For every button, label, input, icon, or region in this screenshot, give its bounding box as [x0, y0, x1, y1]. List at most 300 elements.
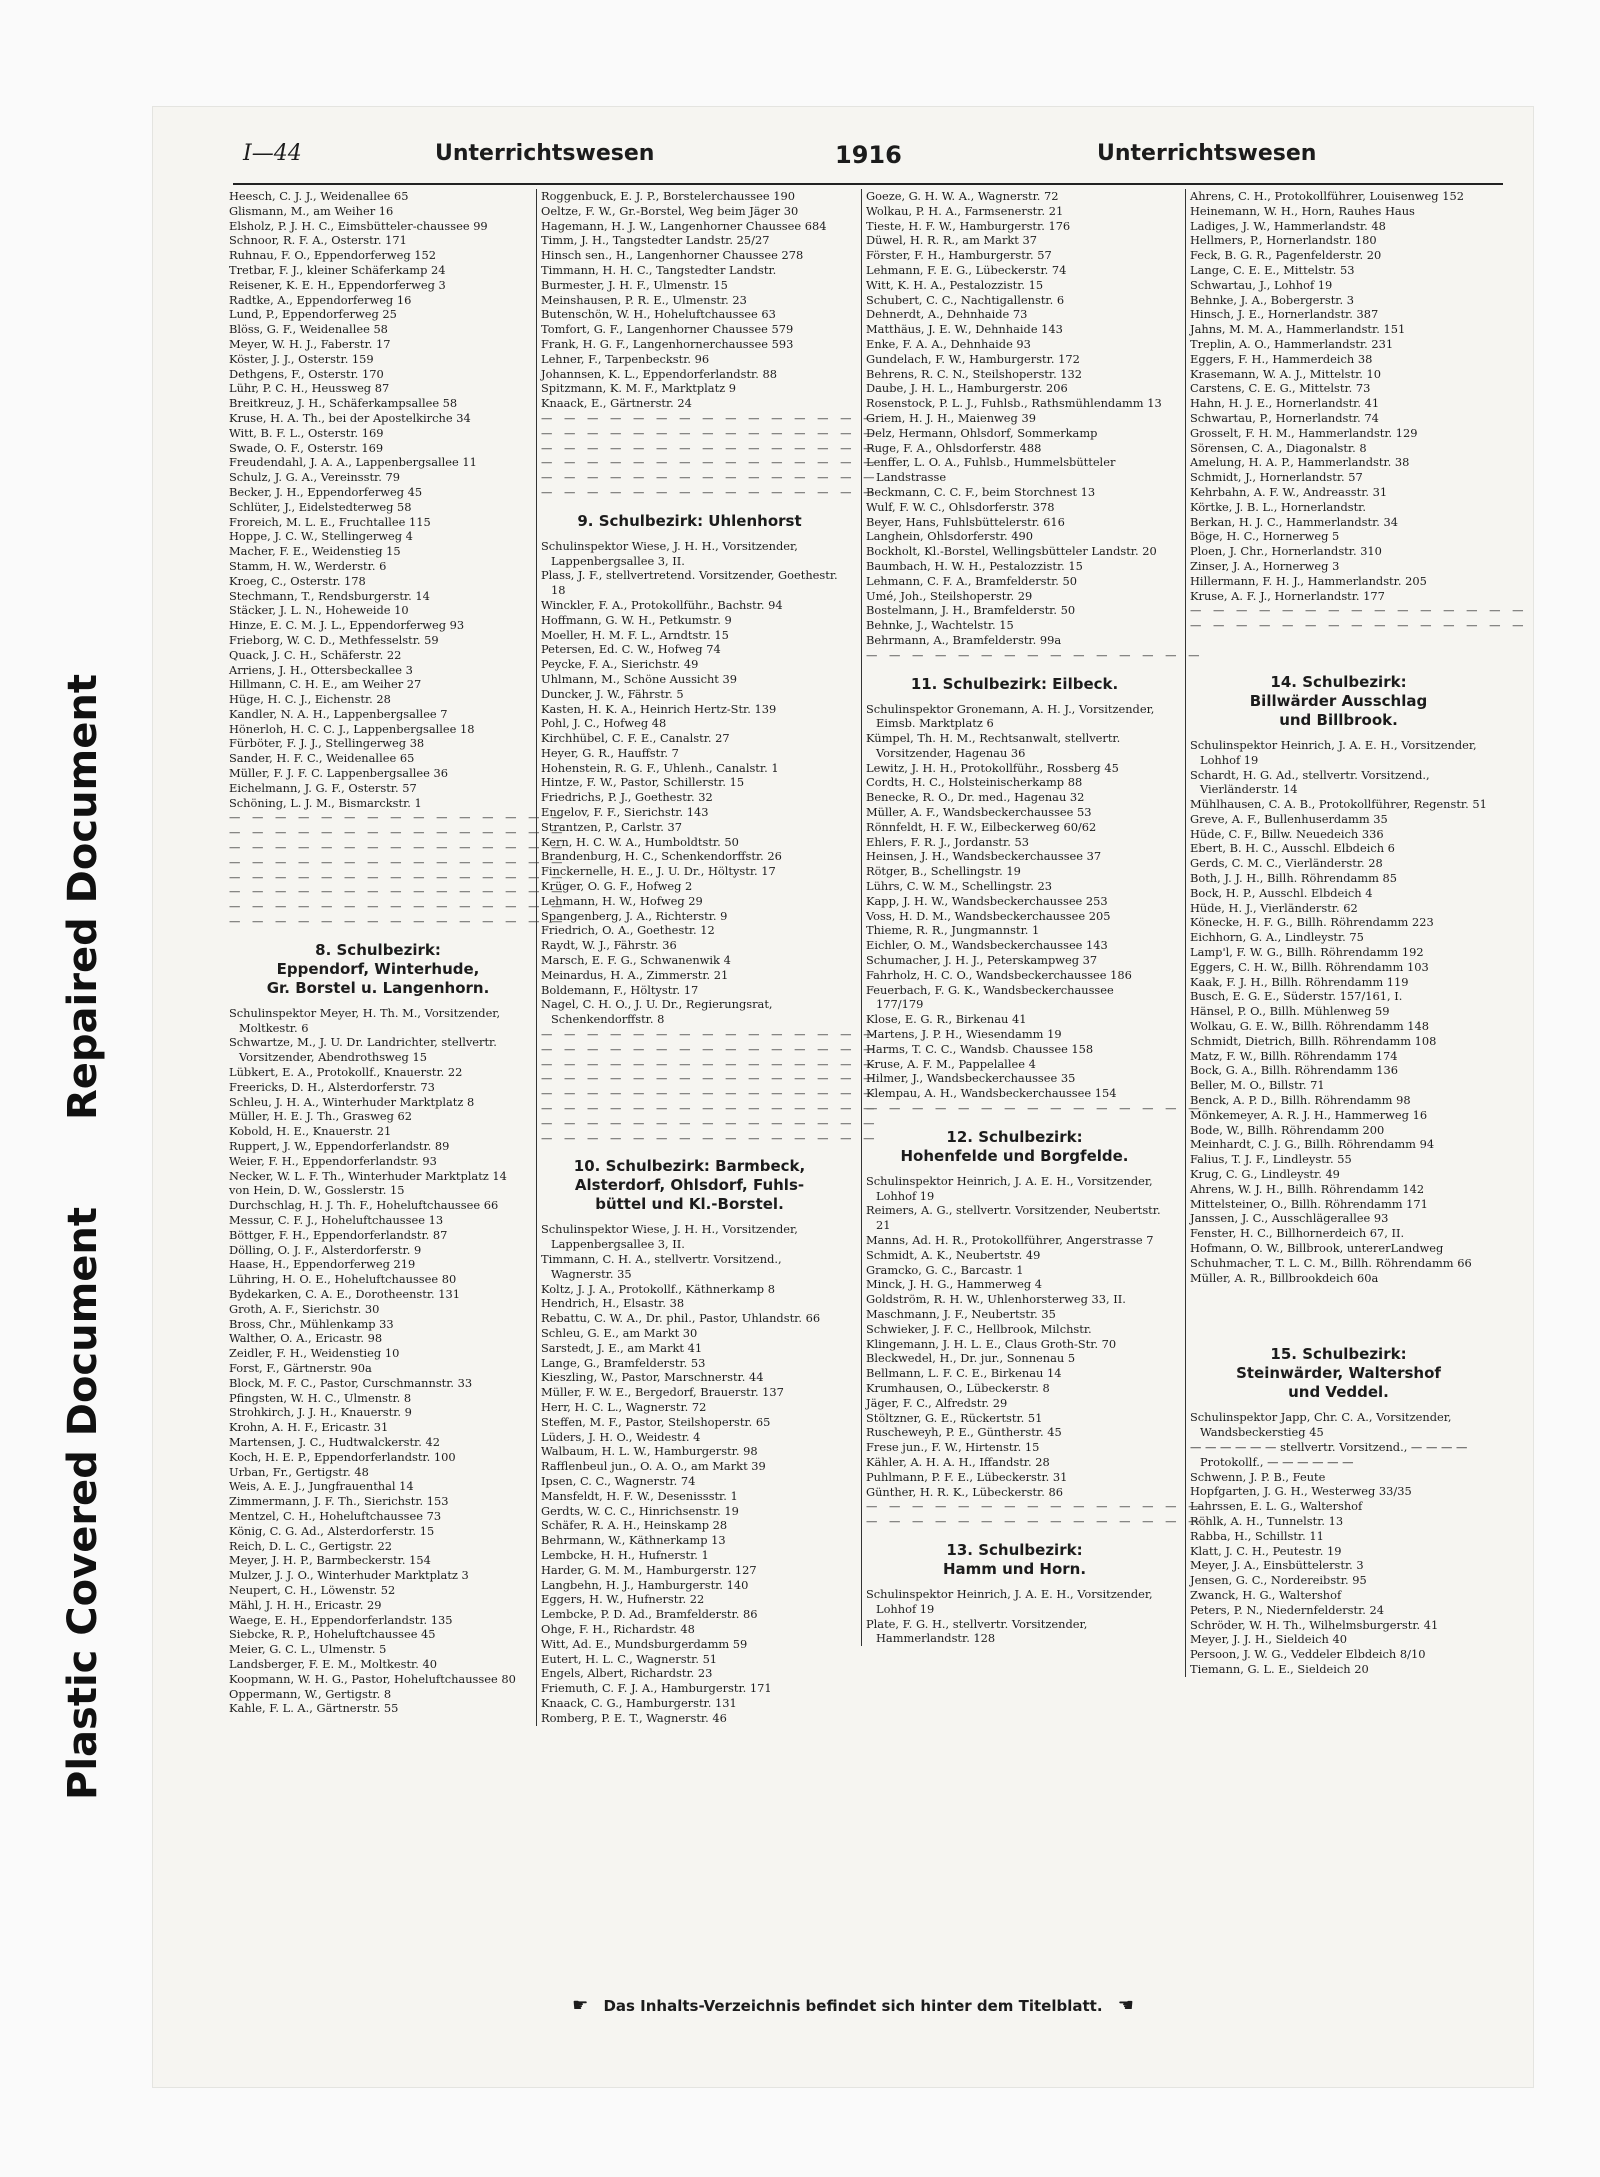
list-item: Kähler, A. H. A. H., Iffandstr. 28: [866, 1454, 1050, 1469]
section-heading-10: [541, 1157, 838, 1214]
list-item: Hoffmann, G. W. H., Petkumstr. 9: [541, 612, 732, 627]
list-item: Tretbar, F. J., kleiner Schäferkamp 24: [229, 262, 446, 277]
pointing-hand-right-icon: ☛: [572, 1995, 589, 2016]
list-item: Knaack, E., Gärtnerstr. 24: [541, 396, 692, 411]
dash-rows: [541, 410, 879, 500]
list-item: Ebert, B. H. C., Ausschl. Elbdeich 6: [1190, 841, 1395, 856]
section-heading-line: 11. Schulbezirk: Eilbeck.: [910, 674, 1119, 693]
entry-list: [866, 1587, 1163, 1646]
dash-rows: [866, 647, 1204, 663]
list-item: Frieborg, W. C. D., Methfesselstr. 59: [229, 632, 439, 647]
section-heading-line: 8. Schulbezirk:: [315, 940, 441, 959]
list-item: Lühring, H. O. E., Hoheluftchaussee 80: [229, 1272, 457, 1287]
list-item: Durchschlag, H. J. Th. F., Hoheluftchaussee 66: [229, 1198, 499, 1213]
list-item: Meyer, J. H. P., Barmbeckerstr. 154: [229, 1553, 431, 1568]
list-item: Froreich, M. L. E., Fruchtallee 115: [229, 514, 431, 529]
column-1: [225, 189, 567, 1716]
list-item: Klatt, J. C. H., Peutestr. 19: [1190, 1543, 1342, 1558]
list-item: Ahrens, W. J. H., Billh. Röhrendamm 142: [1190, 1181, 1425, 1196]
list-item: Schulinspektor Meyer, H. Th. M., Vorsitzender, Moltkestr. 6: [229, 1005, 501, 1035]
list-item: Plate, F. G. H., stellvertr. Vorsitzender, Hammerlandstr. 128: [866, 1616, 1088, 1646]
section-heading-8: [229, 941, 527, 998]
list-item: Lüders, J. H. O., Weidestr. 4: [541, 1429, 701, 1444]
list-item: Behrmann, A., Bramfelderstr. 99a: [866, 632, 1062, 647]
list-item: Hinsch, J. E., Hornerlandstr. 387: [1190, 307, 1379, 322]
list-item: Spangenberg, J. A., Richterstr. 9: [541, 908, 728, 923]
list-item: Heyer, G. R., Hauffstr. 7: [541, 745, 679, 760]
section-heading-line: und Billbrook.: [1279, 710, 1398, 729]
list-item: Meyer, J. J. H., Sieldeich 40: [1190, 1632, 1347, 1647]
list-item: Witt, Ad. E., Mundsburgerdamm 59: [541, 1636, 748, 1651]
list-item: Schwartau, J., Lohhof 19: [1190, 277, 1333, 292]
list-item: König, C. G. Ad., Alsterdorferstr. 15: [229, 1523, 435, 1538]
list-item: Schleu, J. H. A., Winterhuder Marktplatz 8: [229, 1094, 475, 1109]
list-item: Schulinspektor Wiese, J. H. H., Vorsitzender, Lappenbergsallee 3, II.: [541, 1222, 798, 1252]
dash-row: — — — — — — — — — — — — — — —: [866, 1101, 1204, 1116]
list-item: Meinshausen, P. R. E., Ulmenstr. 23: [541, 292, 747, 307]
list-item: Kruse, H. A. Th., bei der Apostelkirche 34: [229, 410, 471, 425]
list-item: Bode, W., Billh. Röhrendamm 200: [1190, 1122, 1385, 1137]
list-item: Lahrssen, E. L. G., Waltershof: [1190, 1499, 1363, 1514]
list-item: Tomfort, G. F., Langenhorner Chaussee 579: [541, 322, 794, 337]
list-item: Zeidler, F. H., Weidenstieg 10: [229, 1346, 400, 1361]
list-item: Oeltze, F. W., Gr.-Borstel, Weg beim Jäger 30: [541, 203, 799, 218]
list-item: Tiemann, G. L. E., Sieldeich 20: [1190, 1661, 1369, 1676]
dash-row: — — — — — — — — — — — — — — —: [229, 899, 567, 914]
list-item: Zinser, J. A., Hornerweg 3: [1190, 558, 1340, 573]
entry-list: [541, 539, 838, 1027]
list-item: Beller, M. O., Billstr. 71: [1190, 1078, 1325, 1093]
list-item: Boldemann, F., Höltystr. 17: [541, 982, 699, 997]
list-item: Goeze, G. H. W. A., Wagnerstr. 72: [866, 189, 1059, 203]
list-item: Swade, O. F., Osterstr. 169: [229, 440, 384, 455]
list-item: Hofmann, O. W., Billbrook, untererLandweg: [1190, 1241, 1444, 1255]
dash-rows: [866, 1101, 1204, 1116]
list-item: Grosselt, F. H. M., Hammerlandstr. 129: [1190, 425, 1418, 440]
list-item: Tieste, H. F. W., Hamburgerstr. 176: [866, 218, 1071, 233]
list-item: Lange, G., Bramfelderstr. 53: [541, 1355, 706, 1370]
list-item: Messur, C. F. J., Hoheluftchaussee 13: [229, 1213, 444, 1227]
dash-row: — — — — — — — — — — — — — — —: [866, 647, 1204, 662]
list-item: Hillmann, C. H. E., am Weiher 27: [229, 677, 422, 692]
list-item: Daube, J. H. L., Hamburgerstr. 206: [866, 381, 1068, 396]
list-item: Zimmermann, J. F. Th., Sierichstr. 153: [229, 1494, 449, 1509]
list-item: Blöss, G. F., Weidenallee 58: [229, 322, 388, 337]
list-item: Ohge, F. H., Richardstr. 48: [541, 1621, 695, 1636]
list-item: Behrmann, W., Käthnerkamp 13: [541, 1533, 726, 1548]
list-item: Eutert, H. L. C., Wagnerstr. 51: [541, 1651, 718, 1666]
list-item: Waege, E. H., Eppendorferlandstr. 135: [229, 1612, 453, 1627]
list-item: Düwel, H. R. R., am Markt 37: [866, 233, 1037, 248]
list-item: Steffen, M. F., Pastor, Steilshoperstr. 65: [541, 1414, 771, 1429]
list-item: Lehmann, F. E. G., Lübeckerstr. 74: [866, 262, 1067, 277]
list-item: Witt, K. H. A., Pestalozzistr. 15: [866, 277, 1044, 292]
list-item: Griem, H. J. H., Maienweg 39: [866, 410, 1036, 425]
list-item: Duncker, J. W., Fährstr. 5: [541, 686, 684, 701]
columns: [225, 189, 1528, 1989]
dash-row: — — — — — — — — — — — — — — —: [541, 1071, 879, 1086]
list-item: Kehrbahn, A. F. W., Andreasstr. 31: [1190, 484, 1388, 499]
list-item: Ruge, F. A., Ohlsdorferstr. 488: [866, 440, 1042, 455]
list-item: Gerdts, W. C. C., Hinrichsenstr. 19: [541, 1503, 739, 1518]
list-item: Breitkreuz, J. H., Schäferkampsallee 58: [229, 396, 458, 411]
document-page: [152, 106, 1534, 2088]
list-item: Meyer, W. H. J., Faberstr. 17: [229, 336, 391, 351]
list-item: Kruse, A. F. M., Pappelallee 4: [866, 1056, 1036, 1071]
list-item: Friedrichs, P. J., Goethestr. 32: [541, 790, 713, 805]
entry-list: [541, 1222, 838, 1725]
section-heading-line: 15. Schulbezirk:: [1270, 1345, 1407, 1364]
list-item: Wolkau, G. E. W., Billh. Röhrendamm 148: [1190, 1019, 1429, 1034]
dash-row: — — — — — — — — — — — — — — —: [541, 1130, 879, 1145]
list-item: Müller, A. F., Wandsbeckerchaussee 53: [866, 805, 1092, 820]
list-item: Schwenn, J. P. B., Feute: [1190, 1469, 1326, 1484]
list-item: Macher, F. E., Weidenstieg 15: [229, 544, 401, 559]
list-item: Förster, F. H., Hamburgerstr. 57: [866, 248, 1052, 263]
list-item: Zwanck, H. G., Waltershof: [1190, 1587, 1342, 1602]
dash-row: — — — — — — — — — — — — — — —: [229, 884, 567, 899]
list-item: Timmann, C. H. A., stellvertr. Vorsitzend., Wagnerstr. 35: [541, 1252, 782, 1281]
list-item: Groth, A. F., Sierichstr. 30: [229, 1301, 380, 1316]
list-item: Schmidt, Dietrich, Billh. Röhrendamm 108: [1190, 1033, 1437, 1048]
list-item: Mentzel, C. H., Hoheluftchaussee 73: [229, 1508, 442, 1523]
list-item: Falius, T. J. F., Lindleystr. 55: [1190, 1152, 1352, 1167]
dash-row: — — — — — — — — — — — — — — —: [229, 914, 567, 929]
list-item: Walther, O. A., Ericastr. 98: [229, 1331, 383, 1346]
list-item: Pfingsten, W. H. C., Ulmenstr. 8: [229, 1390, 412, 1405]
list-item: Schnoor, R. F. A., Osterstr. 171: [229, 233, 407, 248]
list-item: Böttger, F. H., Eppendorferlandstr. 87: [229, 1227, 448, 1242]
repaired-document-banner: Repaired Document: [60, 674, 106, 1120]
list-item: Roggenbuck, E. J. P., Borstelerchaussee 190: [541, 189, 795, 203]
list-item: Rabba, H., Schillstr. 11: [1190, 1528, 1324, 1543]
pointing-hand-left-icon: ☚: [1117, 1995, 1134, 2016]
list-item: Krug, C. G., Lindleystr. 49: [1190, 1167, 1340, 1182]
list-item: Schlüter, J., Eidelstedterweg 58: [229, 499, 412, 514]
section-heading-line: 13. Schulbezirk:: [946, 1540, 1083, 1559]
list-item: Kern, H. C. W. A., Humboldtstr. 50: [541, 834, 739, 849]
list-item: Hellmers, P., Hornerlandstr. 180: [1190, 233, 1377, 248]
dash-row: — — — — — — — — — — — — — — —: [541, 1115, 879, 1130]
section-heading-line: Hohenfelde und Borgfelde.: [900, 1146, 1129, 1165]
list-item: Könecke, H. F. G., Billh. Röhrendamm 223: [1190, 915, 1434, 930]
list-item: Hohenstein, R. G. F., Uhlenh., Canalstr. 1: [541, 760, 779, 775]
list-item: Bock, H. P., Ausschl. Elbdeich 4: [1190, 885, 1373, 900]
list-item: Stechmann, T., Rendsburgerstr. 14: [229, 588, 430, 603]
list-item: Busch, E. G. E., Süderstr. 157/161, I.: [1190, 989, 1403, 1004]
list-item: Freericks, D. H., Alsterdorferstr. 73: [229, 1079, 435, 1094]
list-item: Köster, J. J., Osterstr. 159: [229, 351, 374, 366]
list-item: Necker, W. L. F. Th., Winterhuder Marktplatz 14: [229, 1168, 507, 1183]
list-item: Harder, G. M. M., Hamburgerstr. 127: [541, 1562, 757, 1577]
list-item: Lange, C. E. E., Mittelstr. 53: [1190, 262, 1355, 277]
list-item: Weis, A. E. J., Jungfrauenthal 14: [229, 1479, 414, 1494]
list-item: Krumhausen, O., Lübeckerstr. 8: [866, 1380, 1050, 1395]
entry-list: [541, 189, 838, 411]
list-item: Schröder, W. H. Th., Wilhelmsburgerstr. 41: [1190, 1617, 1439, 1632]
list-item: Both, J. J. H., Billh. Röhrendamm 85: [1190, 871, 1397, 886]
section-heading-12: [866, 1128, 1163, 1166]
list-item: Bockholt, Kl.-Borstel, Wellingsbütteler Landstr. 20: [866, 544, 1157, 559]
list-item: Wulf, F. W. C., Ohlsdorferstr. 378: [866, 499, 1055, 514]
list-item: Herr, H. C. L., Wagnerstr. 72: [541, 1399, 707, 1414]
list-item: Schumacher, J. H. J., Peterskampweg 37: [866, 953, 1098, 968]
list-item: Fenster, H. C., Billhornerdeich 67, II.: [1190, 1226, 1405, 1241]
entry-list: [229, 1006, 527, 1716]
section-heading-15: [1190, 1345, 1487, 1402]
list-item: Böge, H. C., Hornerweg 5: [1190, 529, 1340, 544]
list-item: Lewitz, J. H. H., Protokollführ., Rossberg 45: [866, 760, 1119, 775]
list-item: Schulinspektor Heinrich, J. A. E. H., Vorsitzender, Lohhof 19: [1190, 737, 1477, 767]
list-item: Stöltzner, G. E., Rückertstr. 51: [866, 1410, 1043, 1425]
list-item: Manns, Ad. H. R., Protokollführer, Angerstrasse 7: [866, 1233, 1154, 1247]
list-item: Weier, F. H., Eppendorferlandstr. 93: [229, 1153, 437, 1168]
list-item: Krohn, A. H. F., Ericastr. 31: [229, 1420, 389, 1435]
list-item: Landsberger, F. E. M., Moltkestr. 40: [229, 1656, 437, 1671]
list-item: Klingemann, J. H. L. E., Claus Groth-Str. 70: [866, 1336, 1117, 1351]
list-item: Lührs, C. W. M., Schellingstr. 23: [866, 879, 1052, 894]
section-heading-line: 9. Schulbezirk: Uhlenhorst: [577, 511, 802, 530]
entry-list: [1190, 738, 1487, 1285]
list-item: Heinsen, J. H., Wandsbeckerchaussee 37: [866, 849, 1102, 864]
list-item: Gramcko, G. C., Barcastr. 1: [866, 1262, 1024, 1277]
column-4: [1185, 189, 1528, 1677]
list-item: Benecke, R. O., Dr. med., Hagenau 32: [866, 790, 1085, 805]
dash-row: — — — — — — — — — — — — — — —: [866, 1514, 1204, 1529]
list-item: Fürböter, F. J. J., Stellingerweg 38: [229, 736, 425, 751]
dash-rows: [866, 1499, 1204, 1529]
list-item: Günther, H. R. K., Lübeckerstr. 86: [866, 1484, 1063, 1499]
list-item: Ahrens, C. H., Protokollführer, Louisenweg 152: [1190, 189, 1464, 203]
list-item: Langbehn, H. J., Hamburgerstr. 140: [541, 1577, 749, 1592]
list-item: Rönnfeldt, H. F. W., Eilbeckerweg 60/62: [866, 819, 1097, 834]
list-item: Persoon, J. W. G., Veddeler Elbdeich 8/10: [1190, 1647, 1426, 1662]
list-item: Treplin, A. O., Hammerlandstr. 231: [1190, 336, 1394, 351]
list-item: Hendrich, H., Elsastr. 38: [541, 1296, 685, 1311]
list-item: Rosenstock, P. L. J., Fuhlsb., Rathsmühlendamm 13: [866, 396, 1162, 411]
list-item: Müller, F. W. E., Bergedorf, Brauerstr. 137: [541, 1385, 784, 1400]
list-item: Plass, J. F., stellvertretend. Vorsitzender, Goethestr. 18: [541, 568, 838, 598]
list-item: Müller, H. E. J. Th., Grasweg 62: [229, 1109, 412, 1124]
list-item: von Hein, D. W., Gosslerstr. 15: [229, 1183, 405, 1198]
list-item: Minck, J. H. G., Hammerweg 4: [866, 1277, 1042, 1292]
page-header: [153, 141, 1533, 181]
list-item: Kieszling, W., Pastor, Marschnerstr. 44: [541, 1370, 764, 1385]
list-item: Fahrholz, H. C. O., Wandsbeckerchaussee 186: [866, 967, 1132, 982]
list-item: Schmidt, J., Hornerlandstr. 57: [1190, 470, 1363, 485]
list-item: Behnke, J. A., Bobergerstr. 3: [1190, 292, 1354, 307]
list-item: Gundelach, F. W., Hamburgerstr. 172: [866, 351, 1080, 366]
list-item: Ehlers, F. R. J., Jordanstr. 53: [866, 834, 1029, 849]
list-item: Winckler, F. A., Protokollführ., Bachstr. 94: [541, 597, 783, 612]
list-item: Ladiges, J. W., Hammerlandstr. 48: [1190, 218, 1386, 233]
list-item: Siebcke, R. P., Hoheluftchaussee 45: [229, 1627, 436, 1642]
list-item: Lühr, P. C. H., Heussweg 87: [229, 381, 390, 396]
list-item: Schöning, L. J. M., Bismarckstr. 1: [229, 795, 422, 810]
list-item: Peycke, F. A., Sierichstr. 49: [541, 657, 699, 672]
list-item: Hüde, H. J., Vierländerstr. 62: [1190, 900, 1358, 915]
list-item: Radtke, A., Eppendorferweg 16: [229, 292, 412, 307]
list-item: Eichhorn, G. A., Lindleystr. 75: [1190, 930, 1364, 945]
list-item: Peters, P. N., Niedernfelderstr. 24: [1190, 1602, 1385, 1617]
list-item: Lehner, F., Tarpenbeckstr. 96: [541, 351, 710, 366]
list-item: Ruhnau, F. O., Eppendorferweg 152: [229, 248, 436, 263]
section-heading-9: [541, 512, 838, 531]
list-item: Kaak, F. J. H., Billh. Röhrendamm 119: [1190, 974, 1409, 989]
list-item: Kirchhübel, C. F. E., Canalstr. 27: [541, 731, 730, 746]
list-item: Hinze, E. C. M. J. L., Eppendorferweg 93: [229, 618, 465, 633]
list-item: Harms, T. C. C., Wandsb. Chaussee 158: [866, 1041, 1094, 1056]
section-heading-line: Hamm und Horn.: [942, 1559, 1087, 1578]
list-item: Koopmann, W. H. G., Pastor, Hoheluftchaussee 80: [229, 1671, 516, 1686]
list-item: Schmidt, A. K., Neubertstr. 49: [866, 1247, 1041, 1262]
list-item: Hahn, H. J. E., Hornerlandstr. 41: [1190, 396, 1380, 411]
list-item: Feck, B. G. R., Pagenfelderstr. 20: [1190, 248, 1382, 263]
list-item: Krasemann, W. A. J., Mittelstr. 10: [1190, 366, 1382, 381]
entry-list: [866, 189, 1163, 648]
side-banners: [30, 620, 110, 1820]
list-item: Dölling, O. J. F., Alsterdorferstr. 9: [229, 1242, 422, 1257]
list-item: Schwartze, M., J. U. Dr. Landrichter, stellvertr. Vorsitzender, Abendrothsweg 15: [229, 1035, 497, 1065]
list-item: Schulinspektor Japp, Chr. C. A., Vorsitzender, Wandsbeckerstieg 45: [1190, 1410, 1452, 1440]
dash-rows: [541, 1027, 879, 1145]
running-head-left: Unterrichtswesen: [435, 141, 655, 166]
list-item: Körtke, J. B. L., Hornerlandstr.: [1190, 499, 1366, 514]
list-item: Martensen, J. C., Hudtwalckerstr. 42: [229, 1434, 440, 1449]
list-item: Kruse, A. F. J., Hornerlandstr. 177: [1190, 588, 1385, 603]
entry-list: [1190, 1410, 1487, 1676]
list-item: Petersen, Ed. C. W., Hofweg 74: [541, 642, 721, 657]
section-heading-13: [866, 1541, 1163, 1579]
list-item: Forst, F., Gärtnerstr. 90a: [229, 1360, 372, 1375]
list-item: Hintze, F. W., Pastor, Schillerstr. 15: [541, 775, 745, 790]
list-item: Behnke, J., Wachtelstr. 15: [866, 618, 1014, 633]
section-heading-line: Alsterdorf, Ohlsdorf, Fuhls-: [574, 1176, 805, 1195]
list-item: Schubert, C. C., Nachtigallenstr. 6: [866, 292, 1065, 307]
section-heading-line: Steinwärder, Waltershof: [1236, 1364, 1441, 1383]
list-item: Bydekarken, C. A. E., Dorotheenstr. 131: [229, 1286, 461, 1301]
list-item: Matthäus, J. E. W., Dehnhaide 143: [866, 322, 1063, 337]
list-item: Schulinspektor Gronemann, A. H. J., Vorsitzender, Eimsb. Marktplatz 6: [866, 701, 1155, 731]
list-item: Meinardus, H. A., Zimmerstr. 21: [541, 967, 729, 982]
list-item: Jahns, M. M. A., Hammerlandstr. 151: [1190, 322, 1406, 337]
list-item: Bostelmann, J. H., Bramfelderstr. 50: [866, 603, 1076, 618]
list-item: Timm, J. H., Tangstedter Landstr. 25/27: [541, 233, 770, 248]
list-item: Timmann, H. H. C., Tangstedter Landstr.: [541, 262, 777, 277]
list-item: Mühlhausen, C. A. B., Protokollführer, Regenstr. 51: [1190, 797, 1487, 812]
dash-rows: [229, 810, 567, 929]
list-item: Frese jun., F. W., Hirtenstr. 15: [866, 1440, 1040, 1455]
list-item: Lamp'l, F. W. G., Billh. Röhrendamm 192: [1190, 945, 1424, 960]
list-item: Bellmann, L. F. C. E., Birkenau 14: [866, 1366, 1062, 1381]
list-item: Ipsen, C. C., Wagnerstr. 74: [541, 1473, 696, 1488]
section-heading-line: und Veddel.: [1288, 1383, 1389, 1402]
list-item: Meyer, J. A., Einsbüttelerstr. 3: [1190, 1558, 1364, 1573]
list-item: Kahle, F. L. A., Gärtnerstr. 55: [229, 1701, 399, 1716]
list-item: Engels, Albert, Richardstr. 23: [541, 1666, 713, 1681]
section-heading-line: 14. Schulbezirk:: [1270, 672, 1407, 691]
list-item: Schulinspektor Wiese, J. H. H., Vorsitzender, Lappenbergsallee 3, II.: [541, 538, 798, 568]
list-item: Neupert, C. H., Löwenstr. 52: [229, 1582, 396, 1597]
list-item: Dethgens, F., Osterstr. 170: [229, 366, 384, 381]
list-item: Reimers, A. G., stellvertr. Vorsitzender, Neubertstr. 21: [866, 1203, 1161, 1233]
list-item: Umé, Joh., Steilshoperstr. 29: [866, 588, 1033, 603]
list-item: Oppermann, W., Gertigstr. 8: [229, 1686, 392, 1701]
dash-row: — — — — — — — — — — — — — — —: [866, 1499, 1204, 1514]
list-item: Hänsel, P. O., Billh. Mühlenweg 59: [1190, 1004, 1390, 1019]
section-heading-14: [1190, 673, 1487, 730]
list-item: Haase, H., Eppendorferweg 219: [229, 1257, 416, 1272]
list-item: Stamm, H. W., Werderstr. 6: [229, 558, 387, 573]
list-item: Heinemann, W. H., Horn, Rauhes Haus: [1190, 203, 1415, 218]
dash-row: — — — — — — — — — — — — — — —: [229, 854, 567, 869]
list-item: Butenschön, W. H., Hoheluftchaussee 63: [541, 307, 776, 322]
list-item: Brandenburg, H. C., Schenkendorffstr. 26: [541, 849, 782, 864]
dash-row: — — — — — — — — — — — — — — —: [229, 869, 567, 884]
list-item: Eichelmann, J. G. F., Osterstr. 57: [229, 780, 417, 795]
section-heading-line: Eppendorf, Winterhude,: [276, 959, 480, 978]
list-item: Delz, Hermann, Ohlsdorf, Sommerkamp: [866, 425, 1098, 440]
list-item: Sörensen, C. A., Diagonalstr. 8: [1190, 440, 1367, 455]
list-item: Mansfeldt, H. F. W., Desenissstr. 1: [541, 1488, 738, 1503]
dash-row: — — — — — — — — — — — — — — —: [541, 455, 879, 470]
list-item: Schwieker, J. F. C., Hellbrook, Milchstr.: [866, 1321, 1092, 1336]
list-item: Mönkemeyer, A. R. J. H., Hammerweg 16: [1190, 1107, 1428, 1122]
list-item: Raydt, W. J., Fährstr. 36: [541, 938, 677, 953]
list-item: Koch, H. E. P., Eppendorferlandstr. 100: [229, 1449, 456, 1464]
list-item: Lembcke, H. H., Hufnerstr. 1: [541, 1547, 709, 1562]
list-item: Hönerloh, H. C. C. J., Lappenbergsallee 18: [229, 721, 475, 736]
list-item: Hoppe, J. C. W., Stellingerweg 4: [229, 529, 413, 544]
list-item: Bock, G. A., Billh. Röhrendamm 136: [1190, 1063, 1398, 1078]
list-item: Friedrich, O. A., Goethestr. 12: [541, 923, 715, 938]
section-heading-line: Gr. Borstel u. Langenhorn.: [266, 978, 490, 997]
section-heading-line: Billwärder Ausschlag: [1249, 691, 1428, 710]
list-item: Reisener, K. E. H., Eppendorferweg 3: [229, 277, 446, 292]
list-item: Becker, J. H., Eppendorferweg 45: [229, 484, 423, 499]
list-item: Schulinspektor Heinrich, J. A. E. H., Vorsitzender, Lohhof 19: [866, 1586, 1153, 1616]
list-item: Sander, H. F. C., Weidenallee 65: [229, 751, 415, 766]
section-heading-line: büttel und Kl.-Borstel.: [595, 1195, 784, 1214]
list-item: Jensen, G. C., Nordereibstr. 95: [1190, 1573, 1367, 1588]
list-item: Voss, H. D. M., Wandsbeckerchaussee 205: [866, 908, 1111, 923]
entry-list: [1190, 189, 1487, 603]
section-heading-line: 10. Schulbezirk: Barmbeck,: [573, 1157, 806, 1176]
list-item: Krüger, O. G. F., Hofweg 2: [541, 879, 693, 894]
list-item: Ruppert, J. W., Eppendorferlandstr. 89: [229, 1139, 450, 1154]
list-item: Meier, G. C. L., Ulmenstr. 5: [229, 1642, 387, 1657]
dash-row: — — — — — — — — — — — — — — —: [541, 1041, 879, 1056]
list-item: Bleckwedel, H., Dr. jur., Sonnenau 5: [866, 1351, 1076, 1366]
column-2: [536, 189, 879, 1726]
list-item: Lübkert, E. A., Protokollf., Knauerstr. 22: [229, 1065, 463, 1080]
list-item: Kapp, J. H. W., Wandsbeckerchaussee 253: [866, 893, 1108, 908]
list-item: Hopfgarten, J. G. H., Westerweg 33/35: [1190, 1484, 1412, 1499]
list-item: Eggers, H. W., Hufnerstr. 22: [541, 1592, 705, 1607]
list-item: Klose, E. G. R., Birkenau 41: [866, 1012, 1027, 1027]
list-item: Baumbach, H. W. H., Pestalozzistr. 15: [866, 558, 1083, 573]
list-item: Schwartau, P., Hornerlandstr. 74: [1190, 410, 1379, 425]
list-item: Strohkirch, J. J. H., Knauerstr. 9: [229, 1405, 412, 1420]
dash-row: — — — — — — — — — — — — — — —: [541, 470, 879, 485]
list-item: Lehmann, C. F. A., Bramfelderstr. 50: [866, 573, 1077, 588]
section-heading-line: 12. Schulbezirk:: [946, 1127, 1083, 1146]
list-item: Feuerbach, F. G. K., Wandsbeckerchaussee 177/179: [866, 982, 1114, 1012]
list-item: Maschmann, J. F., Neubertstr. 35: [866, 1306, 1056, 1321]
list-item: Spitzmann, K. M. F., Marktplatz 9: [541, 381, 737, 396]
list-item: Puhlmann, P. F. E., Lübeckerstr. 31: [866, 1469, 1068, 1484]
list-item: Wolkau, P. H. A., Farmsenerstr. 21: [866, 203, 1064, 218]
